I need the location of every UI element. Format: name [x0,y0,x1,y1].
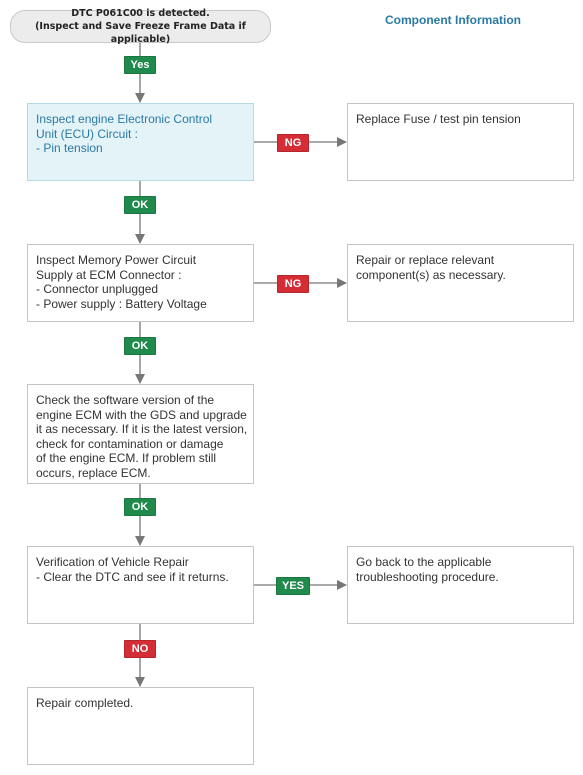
component-information-link[interactable]: Component Information [385,13,521,27]
ok-badge-memory: OK [124,337,156,355]
step-line: Verification of Vehicle Repair [36,555,189,569]
start-line-1: DTC P061C00 is detected. [71,8,210,19]
outcome-go-back [347,546,574,624]
step-repair-completed [27,687,254,765]
step-line: Check the software version of the [36,393,215,407]
step-line: - Clear the DTC and see if it returns. [36,569,229,584]
step-line: engine ECM with the GDS and upgrade [36,407,247,422]
yes-badge-start: Yes [124,56,156,74]
step-inspect-memory-power [27,244,254,322]
step-line: occurs, replace ECM. [36,465,151,480]
ng-badge-ecu: NG [277,134,309,152]
step-line: - Pin tension [36,141,103,155]
step-line: - Connector unplugged [36,282,159,296]
start-line-2: (Inspect and Save Freeze Frame Data if applicable) [35,21,246,45]
step-line: it as necessary. If it is the latest version, [36,422,248,436]
step-inspect-ecu-circuit[interactable] [27,103,254,181]
step-line: - Power supply : Battery Voltage [36,296,207,311]
step-line: check for contamination or damage [36,436,224,451]
ng-badge-memory: NG [277,275,309,293]
ok-badge-ecu: OK [124,196,156,214]
outcome-line: Replace Fuse / test pin tension [356,112,521,126]
step-line: of the engine ECM. If problem still [36,451,217,465]
outcome-repair-component [347,244,574,322]
step-check-software-version [27,384,254,484]
step-line: Inspect Memory Power Circuit [36,253,197,267]
start-node-dtc-detected [10,10,271,43]
outcome-line: component(s) as necessary. [356,267,506,282]
outcome-line: Repair or replace relevant [356,253,495,267]
ok-badge-software: OK [124,498,156,516]
no-badge-verification: NO [124,640,156,658]
step-line: Repair completed. [36,696,134,710]
yes-badge-verification: YES [276,577,310,595]
outcome-replace-fuse [347,103,574,181]
step-line: Inspect engine Electronic Control [36,112,213,126]
outcome-line: Go back to the applicable [356,555,492,569]
outcome-line: troubleshooting procedure. [356,569,499,584]
step-line: Unit (ECU) Circuit : [36,126,139,141]
step-verification-of-repair [27,546,254,624]
step-line: Supply at ECM Connector : [36,267,182,282]
